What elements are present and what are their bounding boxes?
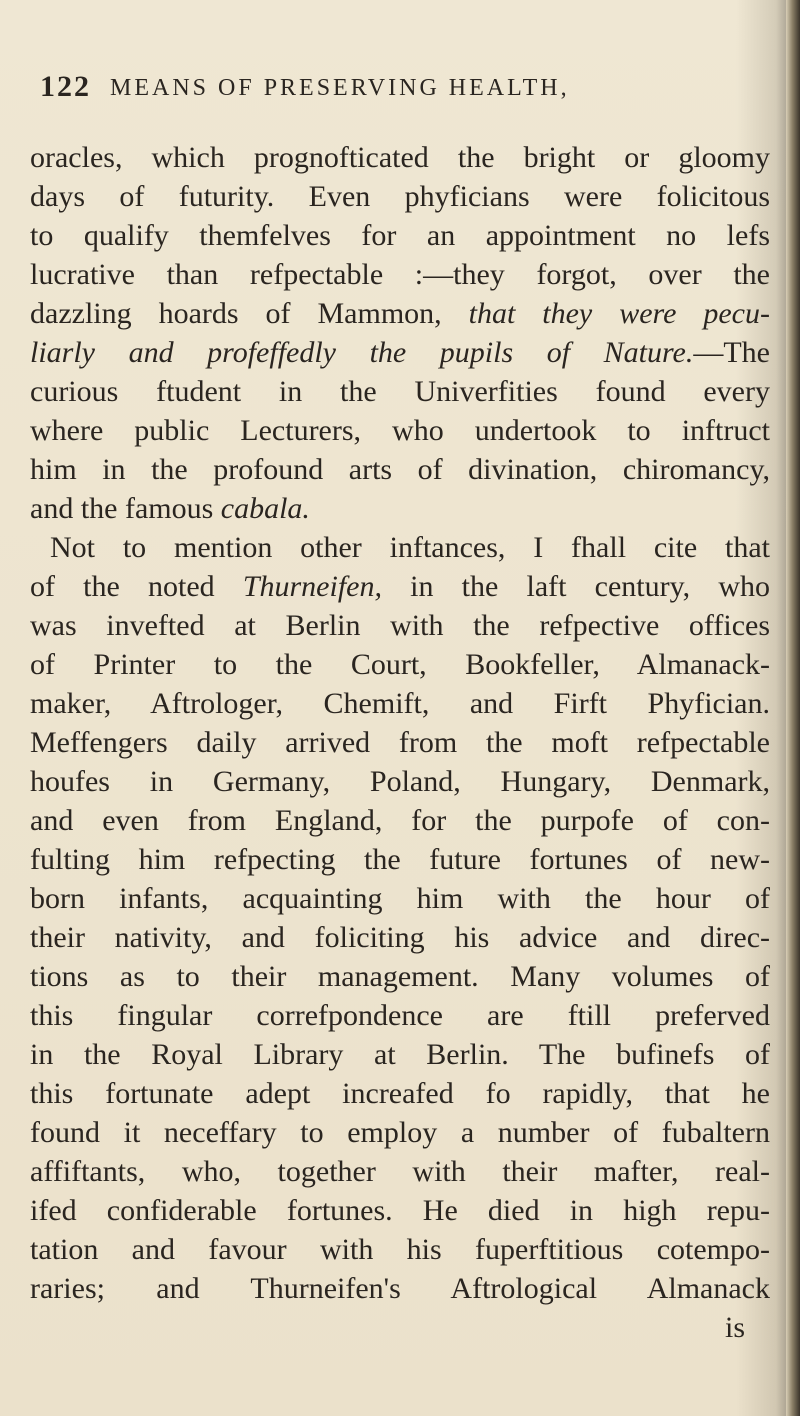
- page-edge-shadow: [786, 0, 800, 1416]
- text-line: to qualify themfelves for an appointment no lefs: [30, 219, 770, 252]
- text-line: this fortunate adept increafed fo rapidly, that he: [30, 1077, 770, 1110]
- text-line: and the famous cabala.: [30, 492, 310, 525]
- italic-phrase: liarly and profeffedly the pupils of Nature.: [30, 336, 694, 369]
- text-line: maker, Aftrologer, Chemift, and Firft Phyfician.: [30, 687, 770, 720]
- text-line: liarly and profeffedly the pupils of Nature.—The: [30, 336, 770, 369]
- text-line: of Printer to the Court, Bookfeller, Almanack-: [30, 648, 770, 681]
- text-line: raries; and Thurneifen's Aftrological Almanack: [30, 1272, 770, 1305]
- italic-phrase: that they were pecu-: [468, 297, 770, 330]
- text-line: lucrative than refpectable :—they forgot, over the: [30, 258, 770, 291]
- text-line: Not to mention other inftances, I fhall cite that: [50, 531, 770, 564]
- running-head-title: MEANS OF PRESERVING HEALTH,: [110, 75, 570, 101]
- text-line: was invefted at Berlin with the refpective offices: [30, 609, 770, 642]
- text-line: curious ftudent in the Univerfities found every: [30, 375, 770, 408]
- text-line: houfes in Germany, Poland, Hungary, Denmark,: [30, 765, 770, 798]
- text-line: and even from England, for the purpofe of con-: [30, 804, 770, 837]
- text-line: tions as to their management. Many volumes of: [30, 960, 770, 993]
- text-line: tation and favour with his fuperftitious cotempo-: [30, 1233, 770, 1266]
- text-line: him in the profound arts of divination, chiromancy,: [30, 453, 770, 486]
- text-line: oracles, which prognofticated the bright or gloomy: [30, 141, 770, 174]
- text-line: ifed confiderable fortunes. He died in high repu-: [30, 1194, 770, 1227]
- text-line: affiftants, who, together with their mafter, real-: [30, 1155, 770, 1188]
- running-head: [40, 70, 760, 110]
- text-line: their nativity, and foliciting his advice and direc-: [30, 921, 770, 954]
- page-number: 122: [40, 70, 91, 103]
- text-line: where public Lecturers, who undertook to inftruct: [30, 414, 770, 447]
- text-line: born infants, acquainting him with the hour of: [30, 882, 770, 915]
- text-line: Meffengers daily arrived from the moft refpectable: [30, 726, 770, 759]
- text-line: in the Royal Library at Berlin. The bufinefs of: [30, 1038, 770, 1071]
- italic-phrase: cabala.: [220, 492, 310, 525]
- text-line: days of futurity. Even phyficians were folicitous: [30, 180, 770, 213]
- catchword: is: [724, 1311, 745, 1344]
- text-line: dazzling hoards of Mammon, that they were pecu-: [30, 297, 770, 330]
- text-line: this fingular correfpondence are ftill preferved: [30, 999, 770, 1032]
- body-text: [30, 138, 770, 1347]
- text-line: fulting him refpecting the future fortunes of new-: [30, 843, 770, 876]
- italic-phrase: Thurneifen,: [242, 570, 382, 603]
- text-line: of the noted Thurneifen, in the laft century, who: [30, 570, 770, 603]
- text-line: found it neceffary to employ a number of fubaltern: [30, 1116, 770, 1149]
